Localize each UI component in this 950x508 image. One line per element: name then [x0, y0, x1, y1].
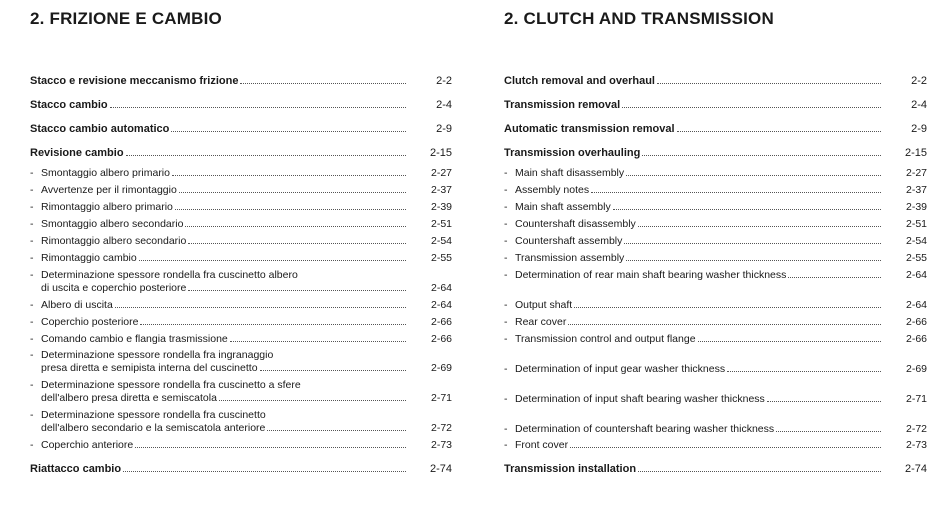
dot-leader: [591, 192, 881, 193]
dot-leader: [230, 341, 406, 342]
toc-entry-body: [30, 123, 452, 136]
section-title-english: 2. CLUTCH AND TRANSMISSION: [504, 9, 774, 28]
bullet-dash: -: [30, 409, 34, 421]
toc-entry-body: [30, 201, 452, 214]
toc-entry-body: [504, 363, 927, 376]
page-number: 2-2: [436, 75, 452, 87]
toc-entry-body: [504, 423, 927, 436]
toc-entry-text: Transmission overhauling: [504, 147, 641, 159]
page-number: 2-71: [905, 393, 927, 405]
toc-entry-body: [504, 184, 927, 197]
toc-entry-body: [504, 463, 927, 476]
page-number: 2-51: [905, 218, 927, 230]
toc-entry[interactable]: [30, 147, 452, 160]
toc-entry[interactable]: [30, 218, 452, 231]
toc-list-italian: [30, 0, 452, 508]
toc-entry[interactable]: [30, 123, 452, 136]
dot-leader: [767, 401, 881, 402]
toc-entry[interactable]: [504, 123, 927, 136]
dot-leader: [135, 447, 406, 448]
toc-entry-text: Coperchio anteriore: [41, 439, 134, 451]
toc-entry-text: Transmission installation: [504, 463, 637, 475]
toc-entry[interactable]: [504, 184, 927, 197]
toc-entry[interactable]: [504, 99, 927, 112]
toc-entry[interactable]: [30, 349, 452, 375]
bullet-dash: -: [504, 184, 508, 196]
page-number: 2-55: [430, 252, 452, 264]
toc-entry-body: [504, 235, 927, 248]
toc-entry-body: [30, 409, 452, 435]
dot-leader: [110, 107, 406, 108]
toc-entry-text: Smontaggio albero primario: [41, 167, 170, 179]
dot-leader: [570, 447, 881, 448]
toc-entry-body: [504, 252, 927, 265]
bullet-dash: -: [504, 439, 508, 451]
toc-entry-text: Output shaft: [515, 299, 573, 311]
toc-entry-text: Determination of input gear washer thickness: [515, 363, 726, 375]
page-number: 2-66: [905, 316, 927, 328]
toc-entry-body: [30, 299, 452, 312]
toc-entry-body: [30, 269, 452, 295]
page-number: 2-54: [430, 235, 452, 247]
bullet-dash: -: [504, 363, 508, 375]
toc-entry-text: Determination of input shaft bearing washer thickness: [515, 393, 765, 405]
dot-leader: [240, 83, 406, 84]
toc-entry[interactable]: [30, 463, 452, 476]
toc-entry-body: [30, 349, 452, 375]
page-number: 2-51: [430, 218, 452, 230]
toc-entry[interactable]: [504, 393, 927, 406]
dot-leader: [698, 341, 881, 342]
section-title-italian: 2. FRIZIONE E CAMBIO: [30, 9, 222, 28]
page-number: 2-15: [429, 147, 452, 159]
page-number: 2-37: [430, 184, 452, 196]
page-number: 2-4: [436, 99, 452, 111]
page-number: 2-4: [911, 99, 927, 111]
dot-leader: [568, 324, 881, 325]
toc-entry[interactable]: [504, 463, 927, 476]
toc-entry-text: Countershaft assembly: [515, 235, 623, 247]
dot-leader: [626, 175, 881, 176]
toc-entry-body: [30, 99, 452, 112]
bullet-dash: -: [504, 393, 508, 405]
toc-entry[interactable]: [30, 409, 452, 435]
toc-entry[interactable]: [504, 333, 927, 346]
page-number: 2-2: [911, 75, 927, 87]
bullet-dash: -: [504, 218, 508, 230]
page-number: 2-74: [904, 463, 927, 475]
toc-entry[interactable]: [504, 218, 927, 231]
bullet-dash: -: [30, 333, 34, 345]
toc-entry-body: [30, 218, 452, 231]
toc-entry[interactable]: [30, 99, 452, 112]
bullet-dash: -: [504, 167, 508, 179]
dot-leader: [140, 324, 406, 325]
toc-entry-text: Assembly notes: [515, 184, 590, 196]
toc-entry-text: Rimontaggio albero primario: [41, 201, 173, 213]
page-number: 2-64: [430, 299, 452, 311]
bullet-dash: -: [504, 299, 508, 311]
toc-entry-body: [504, 439, 927, 452]
toc-entry-body: [30, 252, 452, 265]
toc-entry-body: [30, 167, 452, 180]
toc-entry-body: [504, 75, 927, 88]
toc-entry-body: [30, 316, 452, 329]
toc-entry-body: [504, 147, 927, 160]
toc-entry-body: [504, 393, 927, 406]
dot-leader: [638, 471, 881, 472]
toc-entry-text: Rear cover: [515, 316, 567, 328]
bullet-dash: -: [504, 201, 508, 213]
toc-entry[interactable]: [30, 167, 452, 180]
toc-entry-body: [30, 147, 452, 160]
page-number: 2-27: [430, 167, 452, 179]
page-number: 2-72: [430, 422, 452, 434]
dot-leader: [115, 307, 406, 308]
toc-entry[interactable]: [30, 235, 452, 248]
bullet-dash: -: [504, 423, 508, 435]
dot-leader: [622, 107, 881, 108]
dot-leader: [613, 209, 881, 210]
toc-entry-text: Main shaft assembly: [515, 201, 611, 213]
toc-entry[interactable]: [30, 201, 452, 214]
dot-leader: [185, 226, 406, 227]
toc-entry-text: Front cover: [515, 439, 569, 451]
bullet-dash: -: [504, 252, 508, 264]
dot-leader: [638, 226, 881, 227]
toc-entry-text: Revisione cambio: [30, 147, 124, 159]
toc-entry-text: Determinazione spessore rondella fra cuscinetto albero: [41, 269, 298, 281]
dot-leader: [126, 155, 406, 156]
dot-leader: [574, 307, 881, 308]
toc-entry[interactable]: [30, 75, 452, 88]
toc-entry-text: Determinazione spessore rondella fra cuscinetto: [41, 409, 266, 421]
toc-entry-text: Comando cambio e flangia trasmissione: [41, 333, 228, 345]
italian-column: [30, 0, 452, 508]
toc-entry[interactable]: [504, 167, 927, 180]
toc-entry-text: dell'albero secondario e la semiscatola anteriore: [41, 422, 266, 434]
page-number: 2-37: [905, 184, 927, 196]
bullet-dash: -: [504, 316, 508, 328]
toc-entry[interactable]: [504, 201, 927, 214]
dot-leader: [727, 371, 881, 372]
toc-entry-body: [30, 463, 452, 476]
toc-entry-text: Transmission assembly: [515, 252, 625, 264]
toc-entry-text: Transmission removal: [504, 99, 621, 111]
page-number: 2-64: [430, 282, 452, 294]
bullet-dash: -: [30, 349, 34, 361]
page-number: 2-66: [905, 333, 927, 345]
page-number: 2-54: [905, 235, 927, 247]
dot-leader: [171, 131, 406, 132]
page-number: 2-9: [911, 123, 927, 135]
bullet-dash: -: [30, 184, 34, 196]
dot-leader: [788, 277, 881, 278]
toc-entry-text: Determination of rear main shaft bearing washer thickness: [515, 269, 787, 281]
page-number: 2-39: [905, 201, 927, 213]
page-number: 2-66: [430, 333, 452, 345]
toc-entry-text: Rimontaggio cambio: [41, 252, 137, 264]
bullet-dash: -: [30, 316, 34, 328]
page-number: 2-66: [430, 316, 452, 328]
page-number: 2-9: [436, 123, 452, 135]
toc-entry[interactable]: [504, 269, 927, 282]
page-number: 2-73: [430, 439, 452, 451]
toc-entry-text: Automatic transmission removal: [504, 123, 675, 135]
dot-leader: [260, 370, 406, 371]
toc-entry[interactable]: [504, 316, 927, 329]
page-number: 2-71: [430, 392, 452, 404]
toc-entry-text: Determinazione spessore rondella fra ingranaggio: [41, 349, 274, 361]
bullet-dash: -: [30, 439, 34, 451]
bullet-dash: -: [30, 218, 34, 230]
page-number: 2-69: [905, 363, 927, 375]
toc-entry-text: di uscita e coperchio posteriore: [41, 282, 187, 294]
toc-entry[interactable]: [30, 269, 452, 295]
bullet-dash: -: [504, 269, 508, 281]
toc-entry[interactable]: [504, 423, 927, 436]
toc-entry[interactable]: [30, 333, 452, 346]
toc-list-english: [504, 0, 927, 508]
toc-entry-body: [504, 299, 927, 312]
toc-entry-body: [504, 333, 927, 346]
dot-leader: [123, 471, 406, 472]
dot-leader: [172, 175, 406, 176]
toc-entry-text: presa diretta e semipista interna del cuscinetto: [41, 362, 258, 374]
toc-entry-text: Rimontaggio albero secondario: [41, 235, 187, 247]
dot-leader: [188, 290, 406, 291]
dot-leader: [175, 209, 406, 210]
dot-leader: [219, 400, 406, 401]
toc-entry-text: Main shaft disassembly: [515, 167, 625, 179]
dot-leader: [677, 131, 881, 132]
bullet-dash: -: [30, 235, 34, 247]
toc-entry-text: Determinazione spessore rondella fra cuscinetto a sfere: [41, 379, 301, 391]
toc-entry[interactable]: [504, 363, 927, 376]
toc-entry-text: Albero di uscita: [41, 299, 113, 311]
page-number: 2-64: [905, 299, 927, 311]
toc-entry[interactable]: [30, 299, 452, 312]
toc-entry[interactable]: [504, 235, 927, 248]
dot-leader: [776, 431, 881, 432]
dot-leader: [626, 260, 881, 261]
toc-entry-text: Stacco e revisione meccanismo frizione: [30, 75, 239, 87]
toc-entry[interactable]: [30, 316, 452, 329]
toc-entry-text: Stacco cambio: [30, 99, 108, 111]
toc-entry[interactable]: [30, 184, 452, 197]
toc-entry-body: [504, 218, 927, 231]
toc-entry-text: Transmission control and output flange: [515, 333, 696, 345]
dot-leader: [267, 430, 406, 431]
dot-leader: [624, 243, 881, 244]
page-number: 2-55: [905, 252, 927, 264]
bullet-dash: -: [30, 379, 34, 391]
page-number: 2-64: [905, 269, 927, 281]
toc-entry-body: [504, 167, 927, 180]
page-number: 2-74: [429, 463, 452, 475]
toc-entry-text: Countershaft disassembly: [515, 218, 636, 230]
toc-entry-text: Clutch removal and overhaul: [504, 75, 655, 87]
bullet-dash: -: [30, 201, 34, 213]
page-number: 2-72: [905, 423, 927, 435]
dot-leader: [642, 155, 881, 156]
toc-entry-text: dell'albero presa diretta e semiscatola: [41, 392, 217, 404]
page-number: 2-39: [430, 201, 452, 213]
toc-entry-text: Riattacco cambio: [30, 463, 122, 475]
toc-entry-text: Smontaggio albero secondario: [41, 218, 184, 230]
dot-leader: [139, 260, 406, 261]
page-number: 2-27: [905, 167, 927, 179]
toc-entry[interactable]: [504, 252, 927, 265]
bullet-dash: -: [30, 299, 34, 311]
bullet-dash: -: [30, 167, 34, 179]
page-number: 2-73: [905, 439, 927, 451]
toc-entry-text: Avvertenze per il rimontaggio: [41, 184, 177, 196]
toc-entry-text: Determination of countershaft bearing washer thickness: [515, 423, 775, 435]
toc-entry-body: [30, 439, 452, 452]
toc-entry[interactable]: [504, 147, 927, 160]
toc-entry-body: [504, 99, 927, 112]
toc-entry[interactable]: [504, 439, 927, 452]
english-column: [504, 0, 927, 508]
toc-entry-body: [504, 269, 927, 282]
bullet-dash: -: [504, 235, 508, 247]
bullet-dash: -: [504, 333, 508, 345]
toc-entry-text: Stacco cambio automatico: [30, 123, 170, 135]
toc-entry[interactable]: [30, 439, 452, 452]
toc-entry[interactable]: [504, 75, 927, 88]
toc-entry-body: [30, 184, 452, 197]
dot-leader: [188, 243, 406, 244]
toc-entry[interactable]: [504, 299, 927, 312]
page-number: 2-15: [904, 147, 927, 159]
toc-entry-body: [30, 333, 452, 346]
toc-entry-text: Coperchio posteriore: [41, 316, 139, 328]
toc-entry-body: [504, 316, 927, 329]
bullet-dash: -: [30, 269, 34, 281]
page-number: 2-69: [430, 362, 452, 374]
toc-entry-body: [30, 75, 452, 88]
toc-entry-body: [30, 235, 452, 248]
toc-entry-body: [30, 379, 452, 405]
bullet-dash: -: [30, 252, 34, 264]
dot-leader: [179, 192, 406, 193]
dot-leader: [657, 83, 881, 84]
toc-entry[interactable]: [30, 379, 452, 405]
toc-entry-body: [504, 123, 927, 136]
toc-entry[interactable]: [30, 252, 452, 265]
toc-entry-body: [504, 201, 927, 214]
